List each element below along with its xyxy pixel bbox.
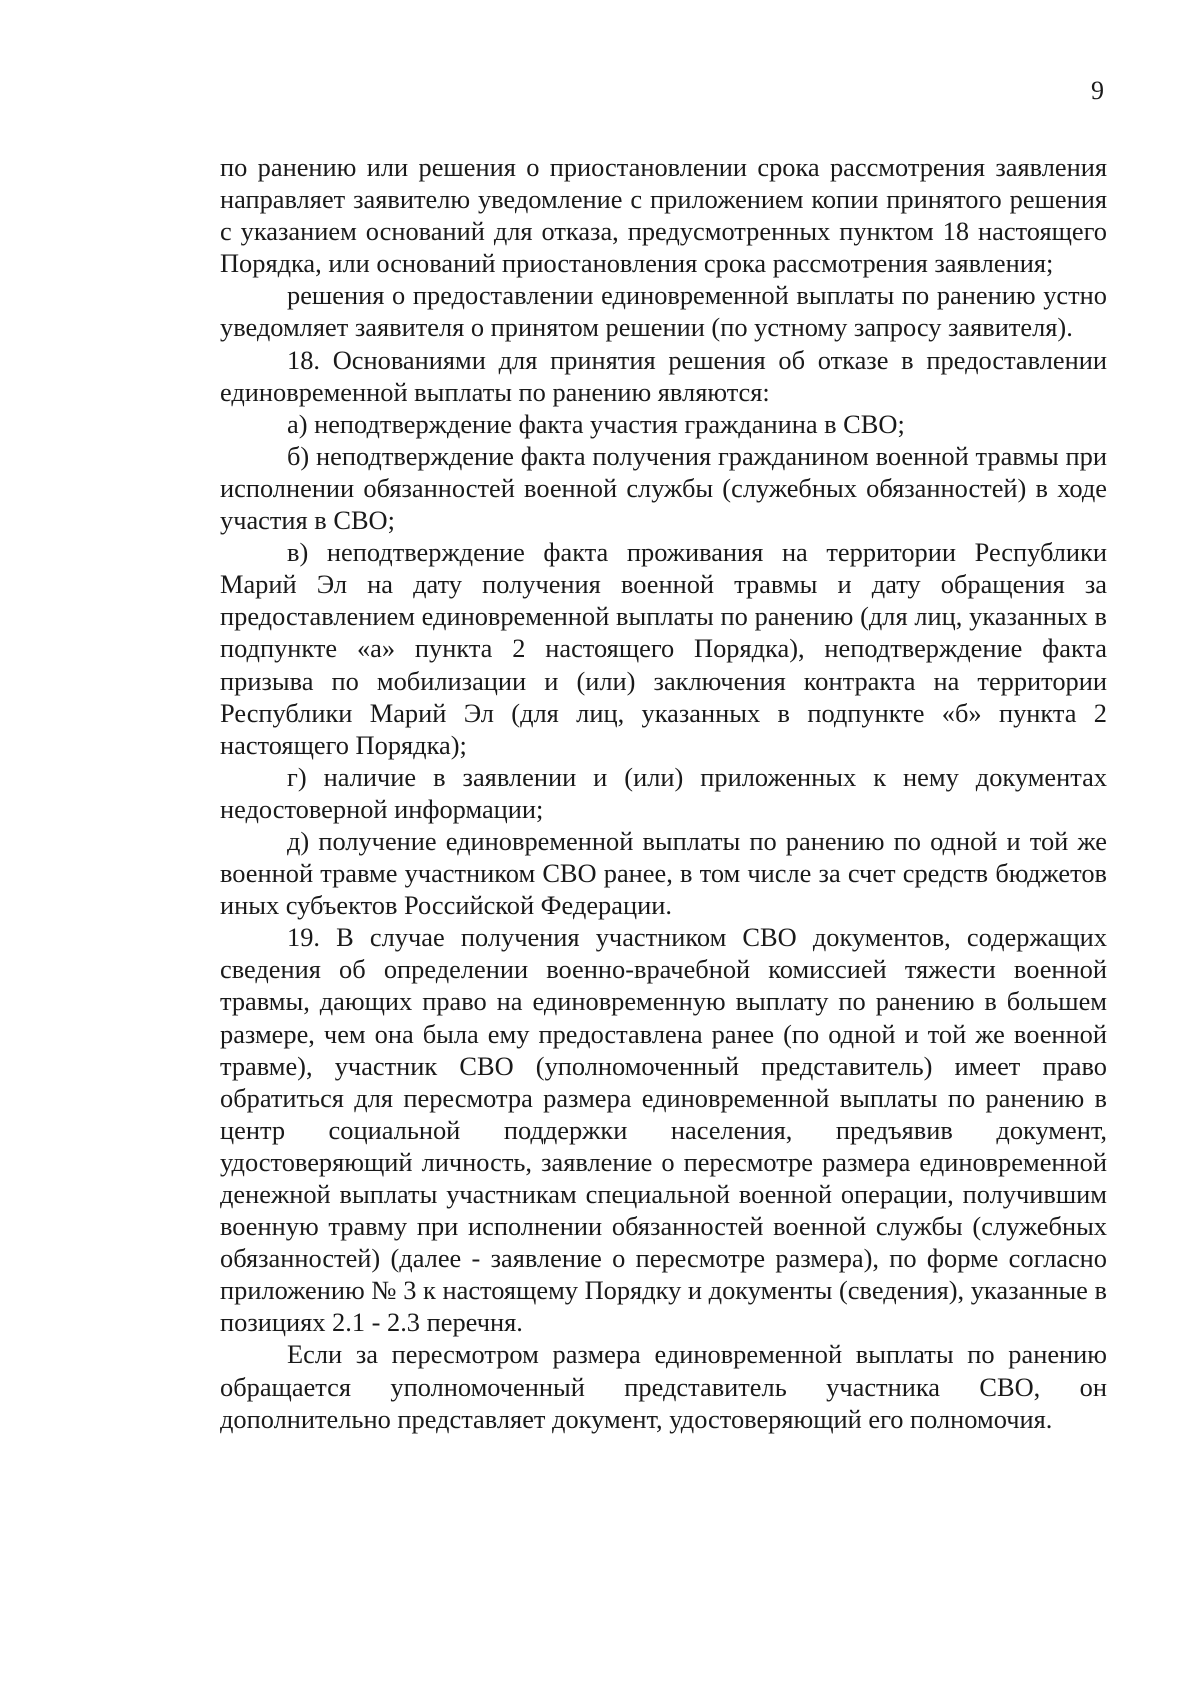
paragraph-representative: Если за пересмотром размера единовременной выплаты по ранению обращается уполномоченный представитель участника СВО, он дополнительно представляет документ, удостоверяющий его полномочия.	[220, 1339, 1107, 1434]
page-number: 9	[1091, 76, 1104, 105]
paragraph-decision-notice: по ранению или решения о приостановлении срока рассмотрения заявления направляет заявителю уведомление с приложением копии принятого решения с указанием оснований для отказа, предусмотренных пунктом 18 настоящего Порядка, или оснований приостановления срока рассмотрения заявления;	[220, 152, 1107, 279]
document-body	[220, 151, 1107, 1435]
list-item-b: б) неподтверждение факта получения гражданином военной травмы при исполнении обязанностей военной службы (служебных обязанностей) в ходе участия в СВО;	[220, 440, 1107, 536]
paragraph-oral-notice: решения о предоставлении единовременной выплаты по ранению устно уведомляет заявителя о принятом решении (по устному запросу заявителя).	[220, 280, 1107, 343]
paragraph-review-right: 19. В случае получения участником СВО документов, содержащих сведения об определении военно-врачебной комиссией тяжести военной травмы, дающих право на единовременную выплату по ранению в большем размере, чем она была ему предоставлена ранее (по одной и той же военной травме), участник СВО (уполномоченный представитель) имеет право обратиться для пересмотра размера единовременной выплаты по ранению в центр социальной поддержки населения, предъявив документ, удостоверяющий личность, заявление о пересмотре размера единовременной денежной выплаты участникам специальной военной операции, получившим военную травму при исполнении обязанностей военной службы (служебных обязанностей) (далее - заявление о пересмотре размера), по форме согласно приложению № 3 к настоящему Порядку и документы (сведения), указанные в позициях 2.1 - 2.3 перечня.	[220, 922, 1107, 1338]
list-item-d: д) получение единовременной выплаты по ранению по одной и той же военной травме участником СВО ранее, в том числе за счет средств бюджетов иных субъектов Российской Федерации.	[220, 825, 1107, 921]
list-item-v: в) неподтверждение факта проживания на территории Республики Марий Эл на дату получения военной травмы и дату обращения за предоставлением единовременной выплаты по ранению (для лиц, указанных в подпункте «а» пункта 2 настоящего Порядка), неподтверждение факта призыва по мобилизации и (или) заключения контракта на территории Республики Марий Эл (для лиц, указанных в подпункте «б» пункта 2 настоящего Порядка);	[220, 537, 1107, 760]
paragraph-refusal-grounds: 18. Основаниями для принятия решения об отказе в предоставлении единовременной выплаты по ранению являются:	[220, 344, 1107, 407]
list-item-g: г) наличие в заявлении и (или) приложенных к нему документах недостоверной информации;	[220, 761, 1107, 824]
list-item-a: а) неподтверждение факта участия гражданина в СВО;	[287, 408, 905, 439]
